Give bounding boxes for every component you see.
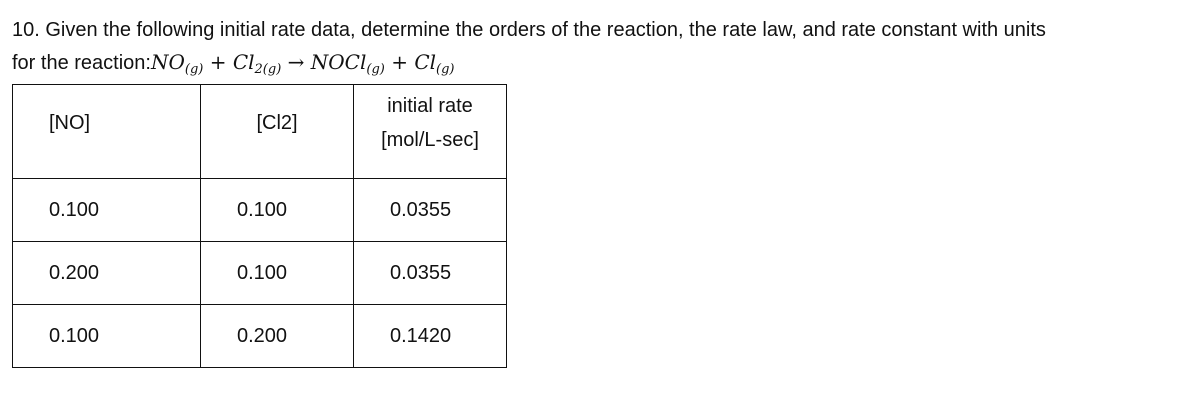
reaction-equation bbox=[150, 50, 455, 77]
product-cl-state: (g) bbox=[436, 62, 455, 77]
header-rate-line-2: [mol/L-sec] bbox=[381, 129, 479, 151]
table-row bbox=[13, 305, 507, 368]
rate-data-table bbox=[12, 84, 507, 368]
header-cl2 bbox=[201, 85, 354, 179]
cell-cl2: 0.100 bbox=[201, 179, 354, 242]
header-cl2-label: [Cl2] bbox=[256, 112, 298, 134]
cell-no: 0.200 bbox=[13, 242, 201, 305]
plus-sign-1: + bbox=[203, 50, 233, 74]
cell-rate: 0.0355 bbox=[354, 242, 507, 305]
reactant-no: NO bbox=[150, 50, 185, 74]
table-body bbox=[13, 179, 507, 368]
header-initial-rate bbox=[354, 85, 507, 179]
table-header bbox=[13, 85, 507, 179]
reactant-cl2-state: 2(g) bbox=[254, 62, 282, 77]
cell-cl2: 0.200 bbox=[201, 305, 354, 368]
cell-rate: 0.0355 bbox=[354, 179, 507, 242]
question-text bbox=[12, 14, 1192, 79]
header-no-label: [NO] bbox=[49, 112, 91, 134]
table-row bbox=[13, 242, 507, 305]
table-row bbox=[13, 179, 507, 242]
plus-sign-2: + bbox=[384, 50, 415, 74]
header-no bbox=[13, 85, 201, 179]
header-row bbox=[13, 85, 507, 179]
cell-rate: 0.1420 bbox=[354, 305, 507, 368]
reaction-arrow: → bbox=[281, 50, 311, 74]
product-nocl-state: (g) bbox=[366, 62, 385, 77]
cell-cl2: 0.100 bbox=[201, 242, 354, 305]
cell-no: 0.100 bbox=[13, 179, 201, 242]
reactant-no-state: (g) bbox=[184, 62, 204, 77]
question-line-1: 10. Given the following initial rate data, determine the orders of the reaction, the rate law, and rate constant with units bbox=[12, 19, 1046, 41]
product-cl: Cl bbox=[414, 50, 437, 74]
cell-no: 0.100 bbox=[13, 305, 201, 368]
product-nocl: NOCl bbox=[310, 50, 367, 74]
question-line-2 bbox=[12, 46, 1192, 79]
reactant-cl2: Cl bbox=[232, 50, 255, 74]
reaction-prefix: for the reaction: bbox=[12, 52, 151, 74]
header-rate-line-1: initial rate bbox=[387, 95, 473, 117]
